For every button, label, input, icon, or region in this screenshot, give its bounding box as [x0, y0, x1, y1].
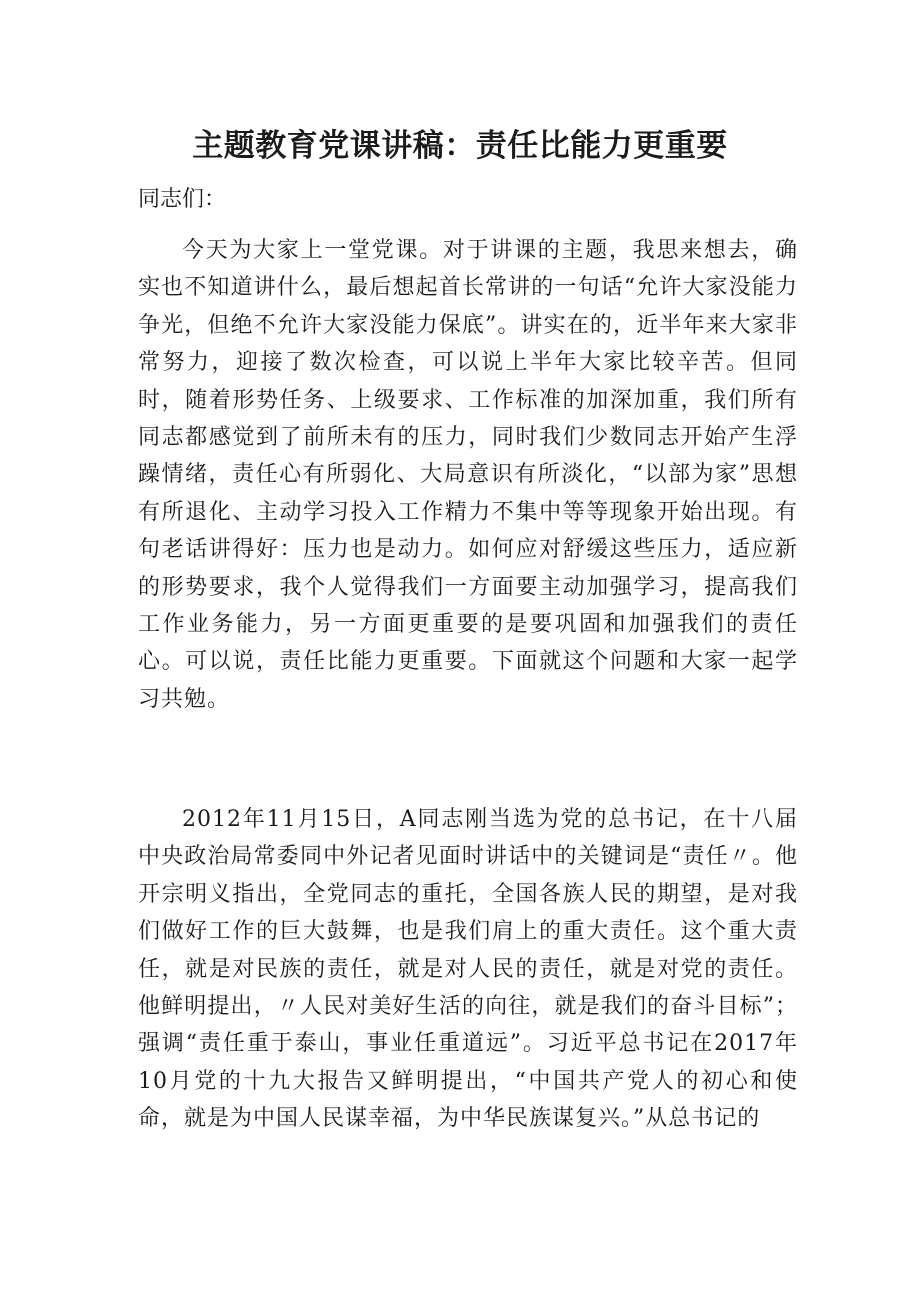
paragraph-responsibility: 2012年11月15日，A同志刚当选为党的总书记，在十八届中央政治局常委同中外记者见面时讲话中的关键词是“责任〃。他开宗明义指出，全党同志的重托，全国各族人民的期望，是对我们做好工作的巨大鼓舞，也是我们肩上的重大责任。这个重大责任，就是对民族的责任，就是对人民的责任，就是对党的责任。他鲜明提出，〃人民对美好生活的向往，就是我们的奋斗目标”；强调“责任重于泰山，事业任重道远”。习近平总书记在2017年10月党的十九大报告又鲜明提出，“中国共产党人的初心和使命，就是为中国人民谋幸福，为中华民族谋复兴。”从总书记的	[138, 807, 798, 1132]
paragraph-intro: 今天为大家上一堂党课。对于讲课的主题，我思来想去，确实也不知道讲什么，最后想起首长常讲的一句话“允许大家没能力争光，但绝不允许大家没能力保底”。讲实在的，近半年来大家非常努力，迎接了数次检查，可以说上半年大家比较辛苦。但同时，随着形势任务、上级要求、工作标准的加深加重，我们所有同志都感觉到了前所未有的压力，同时我们少数同志开始产生浮躁情绪，责任心有所弱化、大局意识有所淡化，“以部为家”思想有所退化、主动学习投入工作精力不集中等等现象开始出现。有句老话讲得好：压力也是动力。如何应对舒缓这些压力，适应新的形势要求，我个人觉得我们一方面要主动加强学习，提高我们工作业务能力，另一方面更重要的是要巩固和加强我们的责任心。可以说，责任比能力更重要。下面就这个问题和大家一起学习共勉。	[138, 238, 798, 712]
document-title: 主题教育党课讲稿：责任比能力更重要	[192, 128, 728, 164]
salutation: 同志们：	[138, 187, 227, 212]
